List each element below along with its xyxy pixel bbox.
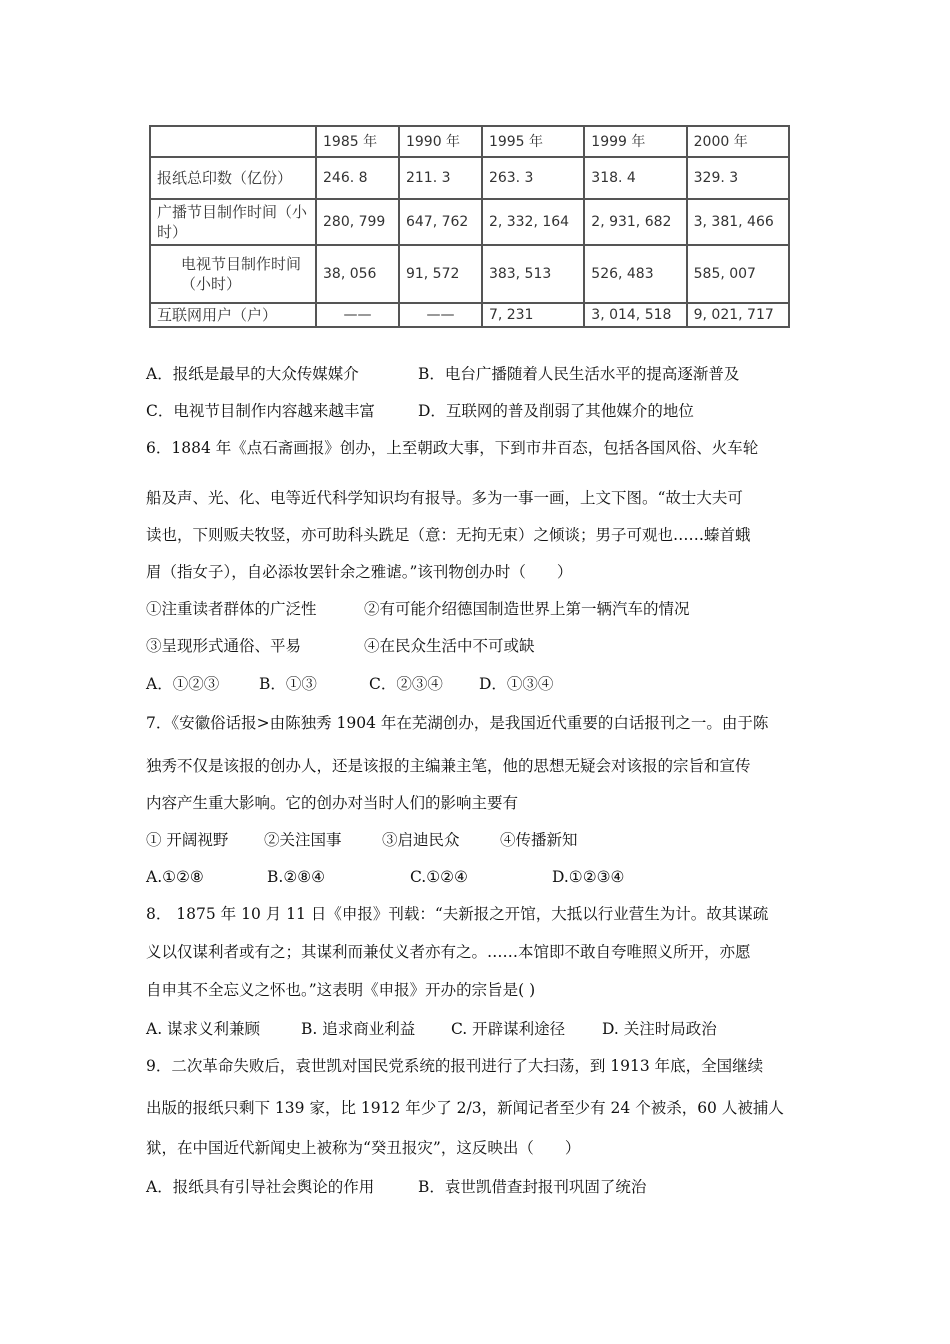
table-row: [150, 157, 789, 199]
q6-statement-2: ②有可能介绍德国制造世界上第一辆汽车的情况: [364, 600, 690, 618]
table-cell: 585, 007: [687, 245, 789, 303]
row-label: 电视节目制作时间（小时）: [150, 245, 316, 303]
q8-option-c: C. 开辟谋利途径: [451, 1020, 566, 1038]
q7-statement-2: ②关注国事: [264, 831, 342, 849]
table-corner-cell: [150, 126, 316, 157]
q7-option-a: A.①②⑧: [146, 868, 204, 886]
table-cell: 9, 021, 717: [687, 303, 789, 327]
q7-stem-line: 独秀不仅是该报的创办人，还是该报的主编兼主笔，他的思想无疑会对该报的宗旨和宣传: [146, 757, 751, 775]
q6-stem-line: 船及声、光、化、电等近代科学知识均有报导。多为一事一画，上文下图。“故士大夫可: [146, 489, 743, 507]
q8-option-b: B. 追求商业利益: [301, 1020, 416, 1038]
row-label: 报纸总印数（亿份）: [150, 157, 316, 199]
table-cell: ——: [399, 303, 482, 327]
q9-stem-line: 9．二次革命失败后，袁世凯对国民党系统的报刊进行了大扫荡，到 1913 年底，全国继续: [146, 1057, 764, 1075]
table-cell: 526, 483: [584, 245, 686, 303]
q9-option-b: B．袁世凯借查封报刊巩固了统治: [418, 1178, 647, 1196]
q6-option-d: D．①③④: [479, 675, 554, 693]
q8-option-a: A. 谋求义利兼顾: [146, 1020, 261, 1038]
table-cell: 38, 056: [316, 245, 399, 303]
q5-option-c: C．电视节目制作内容越来越丰富: [146, 402, 375, 420]
table-cell: 318. 4: [584, 157, 686, 199]
q7-statement-1: ① 开阔视野: [146, 831, 229, 849]
q7-option-b: B.②⑧④: [267, 868, 326, 886]
q6-option-a: A．①②③: [146, 675, 220, 693]
row-label: 广播节目制作时间（小时）: [150, 199, 316, 245]
table-cell: 211. 3: [399, 157, 482, 199]
table-row: [150, 245, 789, 303]
table-cell: 246. 8: [316, 157, 399, 199]
q8-stem-line: 8． 1875 年 10 月 11 日《申报》刊载：“夫新报之开馆，大抵以行业营生为计。故其谋疏: [146, 905, 769, 923]
table-row: [150, 199, 789, 245]
q5-option-a: A．报纸是最早的大众传媒媒介: [146, 365, 359, 383]
q7-stem-line: 7．《安徽俗话报>由陈独秀 1904 年在芜湖创办，是我国近代重要的白话报刊之一。由于陈: [146, 714, 769, 732]
table-header-row: [150, 126, 789, 157]
q7-statement-3: ③启迪民众: [382, 831, 460, 849]
row-label: 互联网用户（户）: [150, 303, 316, 327]
q9-stem-line: 出版的报纸只剩下 139 家，比 1912 年少了 2/3，新闻记者至少有 24 个被杀，60 人被捕人: [146, 1099, 784, 1117]
table-year-header: 1990 年: [399, 126, 482, 157]
table-cell: 3, 014, 518: [584, 303, 686, 327]
table-row: [150, 303, 789, 327]
table-cell: 91, 572: [399, 245, 482, 303]
table-cell: 2, 332, 164: [482, 199, 584, 245]
q8-stem-line: 自申其不全忘义之怀也。”这表明《申报》开办的宗旨是( ): [146, 981, 536, 999]
q7-stem-line: 内容产生重大影响。它的创办对当时人们的影响主要有: [146, 794, 519, 812]
media-statistics-table: [149, 125, 790, 328]
table-cell: 647, 762: [399, 199, 482, 245]
q5-option-d: D．互联网的普及削弱了其他媒介的地位: [418, 402, 694, 420]
q9-stem-line: 狱，在中国近代新闻史上被称为“癸丑报灾”，这反映出（ ）: [146, 1139, 581, 1157]
table-year-header: 1995 年: [482, 126, 584, 157]
q7-statement-4: ④传播新知: [500, 831, 578, 849]
table-year-header: 1985 年: [316, 126, 399, 157]
table-year-header: 2000 年: [687, 126, 789, 157]
q6-option-c: C．②③④: [369, 675, 443, 693]
table-cell: 3, 381, 466: [687, 199, 789, 245]
table-cell: ——: [316, 303, 399, 327]
q7-option-d: D.①②③④: [552, 868, 625, 886]
q6-stem-line: 6．1884 年《点石斋画报》创办，上至朝政大事，下到市井百态，包括各国风俗、火车轮: [146, 439, 759, 457]
q8-option-d: D. 关注时局政治: [602, 1020, 717, 1038]
table-cell: 329. 3: [687, 157, 789, 199]
q8-stem-line: 义以仅谋利者或有之；其谋利而兼仗义者亦有之。……本馆即不敢自夸唯照义所开，亦愿: [146, 943, 751, 961]
table-year-header: 1999 年: [584, 126, 686, 157]
table-cell: 263. 3: [482, 157, 584, 199]
q6-stem-line: 读也，下则贩夫牧竖，亦可助科头跣足（意：无拘无束）之倾谈；男子可观也……螓首蛾: [146, 526, 751, 544]
table-cell: 383, 513: [482, 245, 584, 303]
q6-stem-line: 眉（指女子），自必添妆罢针余之雅谑。”该刊物创办时（ ）: [146, 563, 573, 581]
table-cell: 2, 931, 682: [584, 199, 686, 245]
q7-option-c: C.①②④: [410, 868, 468, 886]
q6-statement-4: ④在民众生活中不可或缺: [364, 637, 535, 655]
q6-statement-3: ③呈现形式通俗、平易: [146, 637, 302, 655]
table-cell: 280, 799: [316, 199, 399, 245]
q9-option-a: A．报纸具有引导社会舆论的作用: [146, 1178, 375, 1196]
q6-statement-1: ①注重读者群体的广泛性: [146, 600, 317, 618]
table-cell: 7, 231: [482, 303, 584, 327]
q6-option-b: B．①③: [259, 675, 317, 693]
q5-option-b: B．电台广播随着人民生活水平的提高逐渐普及: [418, 365, 740, 383]
